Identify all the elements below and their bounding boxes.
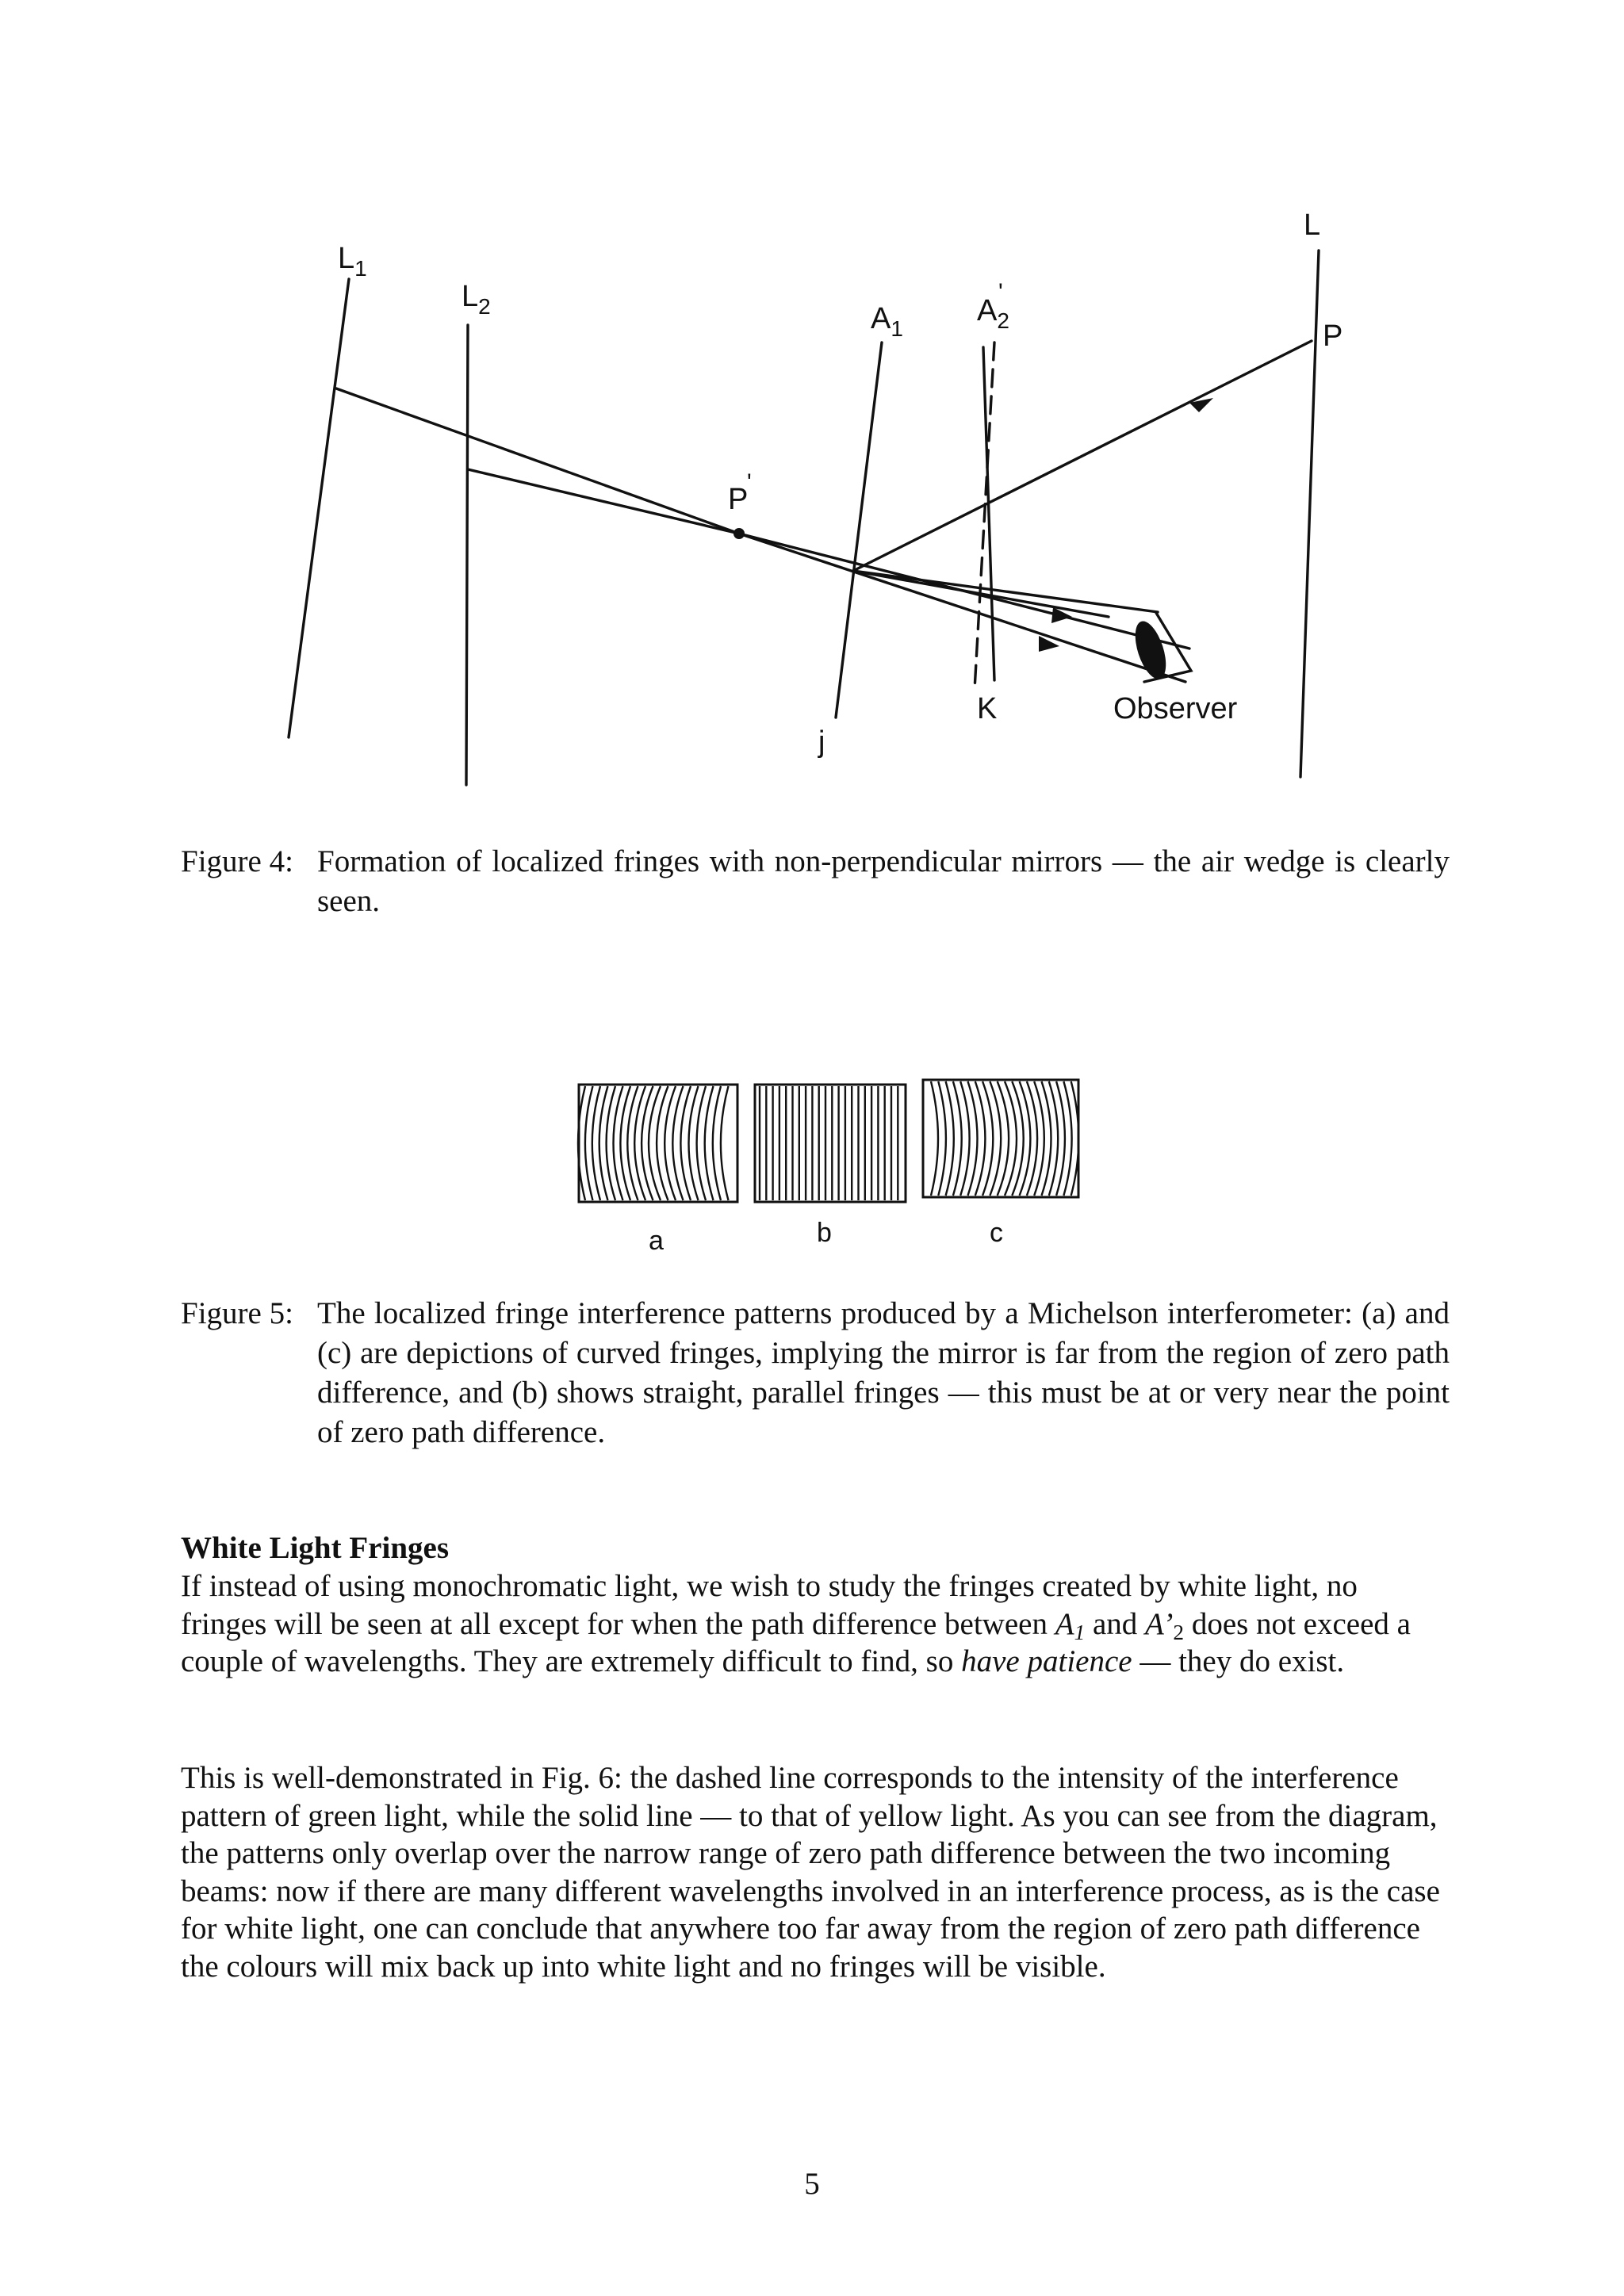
ray-from-splitter-upper xyxy=(853,571,1158,612)
fringe-a-line xyxy=(721,1086,729,1200)
ray-from-splitter-lower xyxy=(853,571,1109,617)
fringe-panel-b-frame xyxy=(755,1085,906,1202)
fringe-c-line xyxy=(1027,1081,1037,1196)
panel-label-c: c xyxy=(990,1218,1003,1248)
panel-label-b: b xyxy=(817,1218,832,1248)
section-heading: White Light Fringes xyxy=(181,1531,449,1565)
fringe-c-line xyxy=(1042,1081,1051,1196)
symbol-A2-prime: A’ xyxy=(1145,1606,1174,1641)
fringe-a-line xyxy=(614,1086,623,1200)
page-number: 5 xyxy=(804,2167,820,2201)
fringe-a-line xyxy=(634,1086,645,1200)
panel-label-a: a xyxy=(649,1226,664,1256)
fringe-c-line xyxy=(982,1081,993,1196)
label-j: j xyxy=(818,725,825,759)
mirror-L2-line xyxy=(466,325,468,785)
figure-4-caption-text: Formation of localized fringes with non-perpendicular mirrors — the air wedge is clearly seen. xyxy=(317,844,1450,918)
figure-5-caption-label: Figure 5: xyxy=(181,1296,293,1330)
symbol-A1: $A_1$ xyxy=(1055,1606,1086,1644)
label-L2: $L_2$ xyxy=(462,280,491,319)
mirror-L-line xyxy=(1300,251,1319,777)
incident-ray xyxy=(853,341,1312,571)
fringe-a-line xyxy=(665,1086,676,1200)
paragraph-1-and: and xyxy=(1085,1606,1146,1641)
fringe-a-line xyxy=(620,1086,630,1200)
ray-from-L2 xyxy=(468,469,739,534)
fringe-c-line xyxy=(938,1081,946,1196)
fringe-c-line xyxy=(1034,1081,1044,1196)
label-A2: $A_2$ xyxy=(977,294,1009,333)
label-A1: $A_1$ xyxy=(871,302,903,341)
figure-4-diagram xyxy=(0,0,1624,809)
figure-4-caption xyxy=(181,842,1450,921)
fringe-a-line xyxy=(657,1086,668,1200)
paragraph-2: This is well-demonstrated in Fig. 6: the dashed line corresponds to the intensity of the interference pattern of green light, while the solid line — to that of yellow light. As you can see from the diagram, the patterns only overlap over the narrow range of zero path difference between the two incoming beams: now if there are many different wavelengths involved in an interference process, as is the case for white light, one can conclude that anywhere too far away from the region of zero path difference the colours will mix back up into white light and no fringes will be visible. xyxy=(181,1761,1440,1984)
fringe-c-line xyxy=(1005,1081,1017,1196)
figure-4-caption-label: Figure 4: xyxy=(181,844,293,878)
paragraph-1-text-c: — they do exist. xyxy=(1132,1644,1345,1678)
symbol-A2-sub: 2 xyxy=(1173,1620,1185,1644)
mirror-L1-line xyxy=(289,279,349,737)
fringe-c-line xyxy=(1020,1081,1031,1196)
fringe-c-line xyxy=(1012,1081,1023,1196)
paragraph-1-text-a: If instead of using monochromatic light, we wish to study the fringes created by white light, no fringes will be seen at all except for when the path difference between xyxy=(181,1569,1358,1641)
paragraph-1-text-b: does not exceed a couple of wavelengths. They are extremely difficult to find, so xyxy=(181,1606,1411,1678)
fringe-c-line xyxy=(931,1081,938,1196)
have-patience-italic: have patience xyxy=(961,1644,1132,1678)
label-P: P xyxy=(1323,320,1343,353)
figure-5-caption xyxy=(181,1294,1450,1452)
mirror-A1-line xyxy=(836,342,882,718)
fringe-c-line xyxy=(998,1081,1009,1196)
label-L: L xyxy=(1304,209,1321,242)
ray-from-L1 xyxy=(336,388,739,534)
fringe-c-line xyxy=(990,1081,1001,1196)
fringe-a-line xyxy=(627,1086,638,1200)
figure-5-caption-text: The localized fringe interference patterns produced by a Michelson interferometer: (a) and (c) are depictions of curved fringes, implying the mirror is far from the region of zero path difference, and (b) shows straight, parallel fringes — this must be at or very near the point of zero path difference. xyxy=(317,1296,1450,1449)
label-P-prime: P xyxy=(728,483,749,516)
point-P-prime xyxy=(733,528,745,539)
label-P-prime-mark: ' xyxy=(747,469,752,496)
label-L1: $L_1$ xyxy=(338,242,367,281)
figure-5-fringe-patterns xyxy=(555,1062,1094,1261)
fringe-a-line xyxy=(713,1086,721,1200)
fringe-a-line xyxy=(649,1086,661,1200)
fringe-c-line xyxy=(946,1081,954,1196)
label-observer: Observer xyxy=(1113,692,1238,725)
label-K: K xyxy=(977,692,998,725)
label-A2-prime-mark: ' xyxy=(998,279,1003,305)
fringe-a-line xyxy=(642,1086,653,1200)
paragraph-1 xyxy=(181,1567,1446,1681)
